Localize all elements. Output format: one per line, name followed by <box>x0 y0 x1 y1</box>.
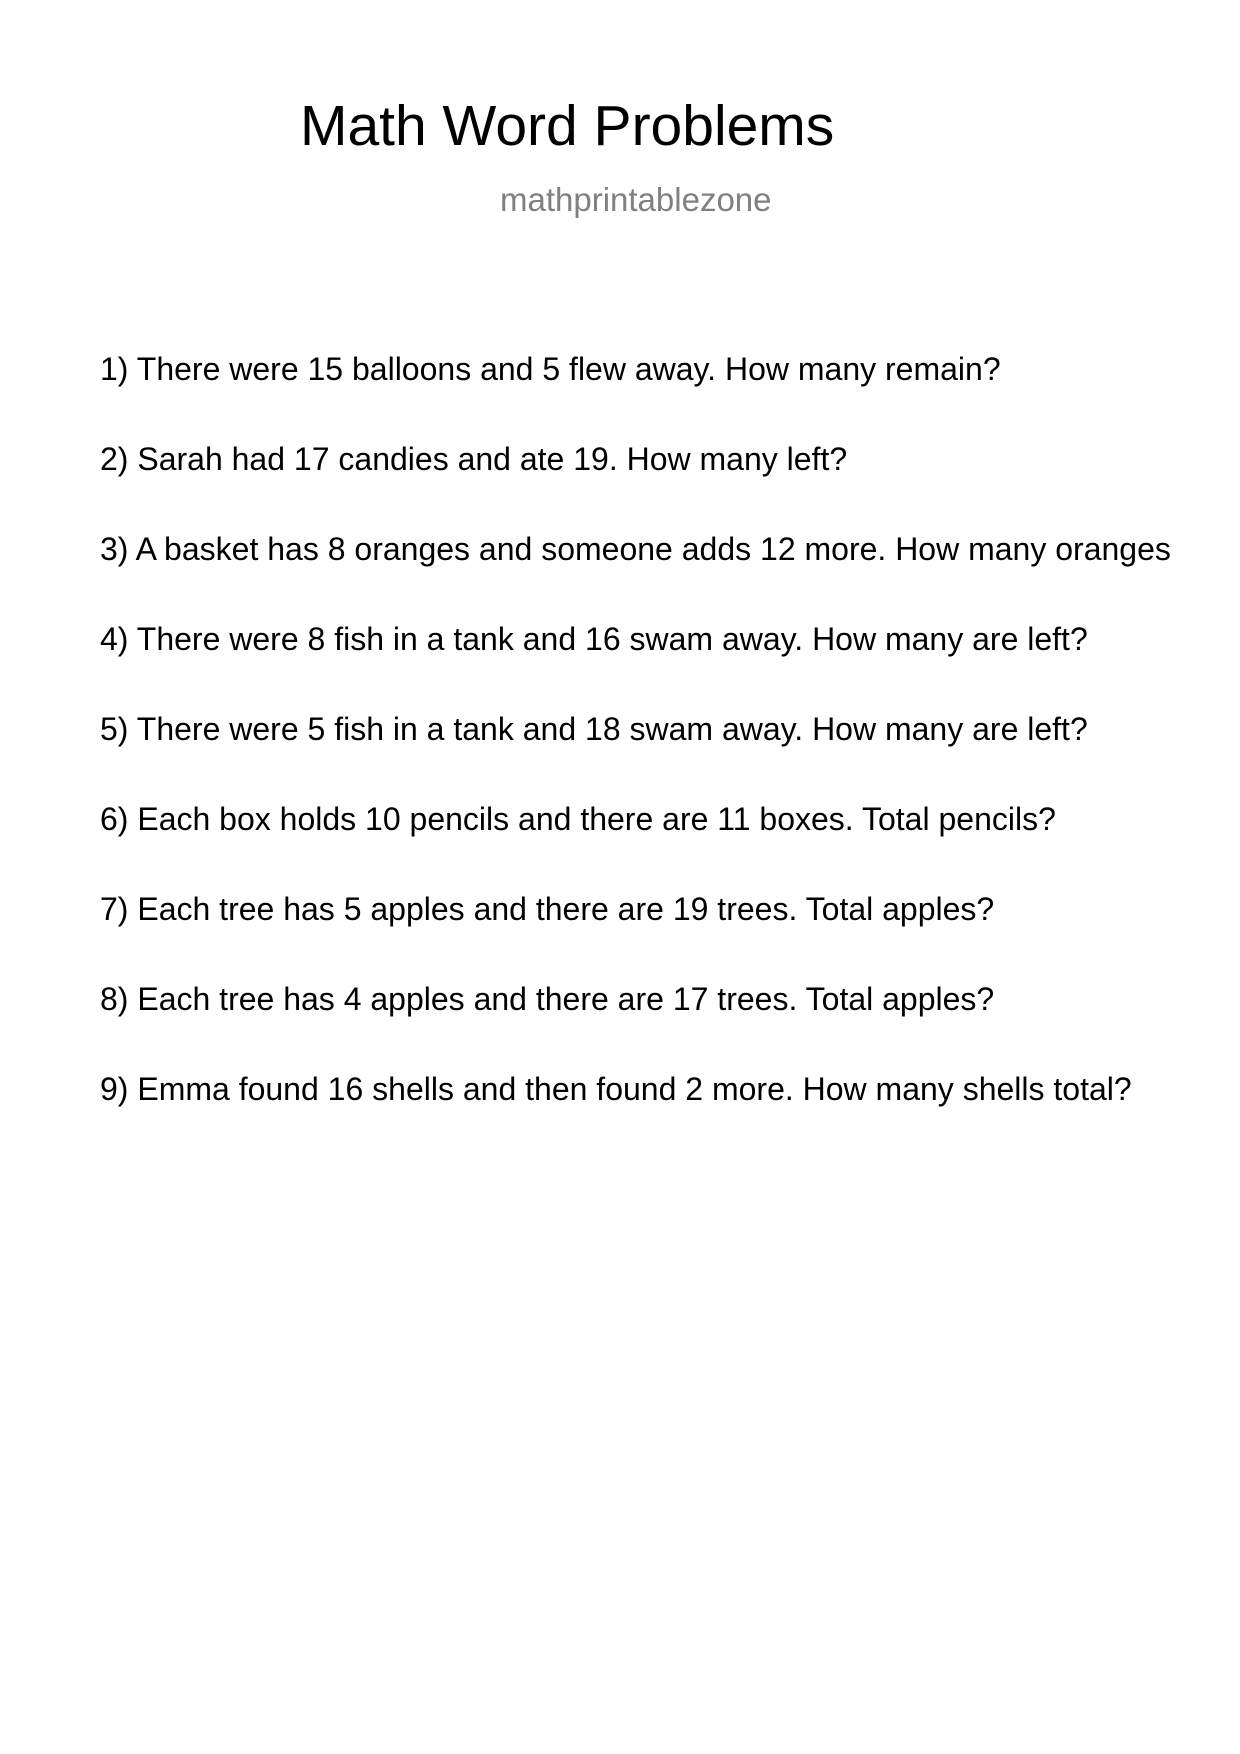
problem-item: 4) There were 8 fish in a tank and 16 swam away. How many are left? <box>100 621 1088 657</box>
problem-item: 8) Each tree has 4 apples and there are 17 trees. Total apples? <box>100 981 995 1017</box>
problem-item: 1) There were 15 balloons and 5 flew away. How many remain? <box>100 351 1001 387</box>
problem-item: 5) There were 5 fish in a tank and 18 swam away. How many are left? <box>100 711 1088 747</box>
page-subtitle: mathprintablezone <box>500 181 772 218</box>
problem-item: 3) A basket has 8 oranges and someone adds 12 more. How many oranges <box>100 531 1171 567</box>
problem-item: 9) Emma found 16 shells and then found 2 more. How many shells total? <box>100 1071 1132 1107</box>
problem-item: 2) Sarah had 17 candies and ate 19. How many left? <box>100 441 848 477</box>
page-title: Math Word Problems <box>300 94 835 158</box>
problem-item: 6) Each box holds 10 pencils and there are 11 boxes. Total pencils? <box>100 801 1056 837</box>
problem-item: 7) Each tree has 5 apples and there are 19 trees. Total apples? <box>100 891 995 927</box>
